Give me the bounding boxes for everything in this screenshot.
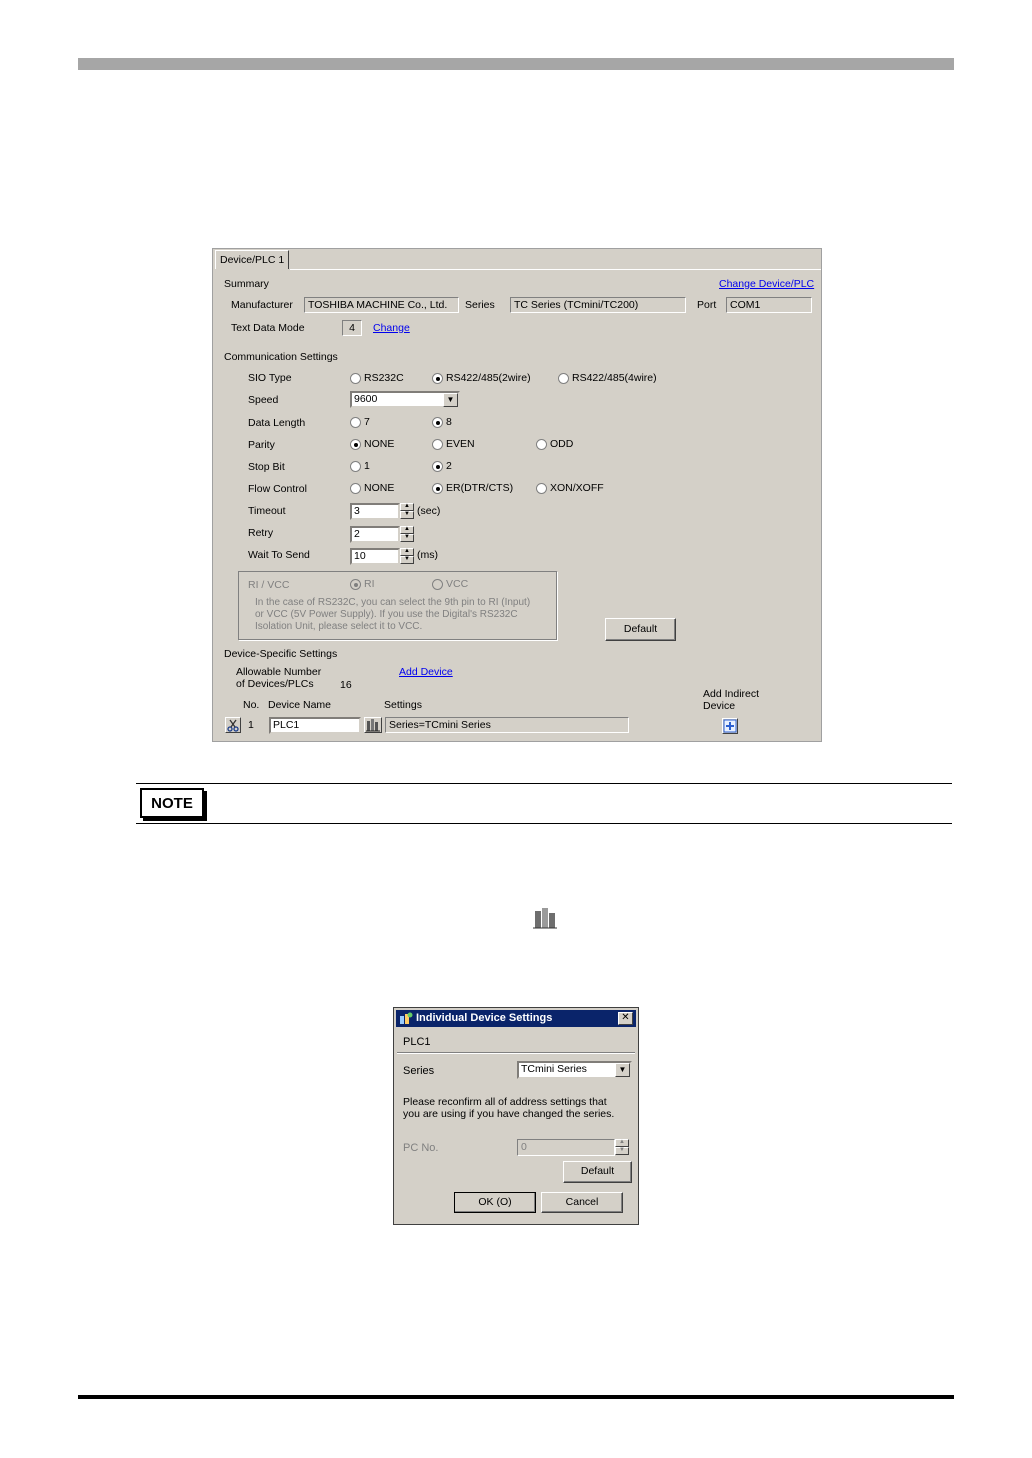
flow-none-radio[interactable]	[350, 483, 361, 494]
note-rule-top	[136, 783, 952, 784]
data-length-label: Data Length	[248, 417, 306, 429]
parity-even-label: EVEN	[446, 438, 475, 450]
change-device-link[interactable]: Change Device/PLC	[719, 278, 815, 290]
flow-none-label: NONE	[364, 482, 395, 494]
close-icon[interactable]: ✕	[618, 1012, 633, 1025]
flow-control-label: Flow Control	[248, 483, 307, 495]
parity-none-radio[interactable]	[350, 439, 361, 450]
data-length-7-label: 7	[364, 416, 370, 428]
manufacturer-field: TOSHIBA MACHINE Co., Ltd.	[304, 297, 459, 313]
dialog-device-name: PLC1	[403, 1036, 431, 1048]
sio-rs422-4wire-radio[interactable]	[558, 373, 569, 384]
sio-rs422-2wire-label: RS422/485(2wire)	[446, 372, 531, 384]
wait-to-send-stepper[interactable]: ▲ ▼	[400, 548, 414, 564]
wait-to-send-label: Wait To Send	[248, 549, 310, 561]
dialog-pcno-label: PC No.	[403, 1142, 439, 1154]
add-indirect-device-icon[interactable]	[722, 718, 738, 734]
chevron-down-icon[interactable]: ▼	[443, 393, 458, 407]
rivcc-help-line3: Isolation Unit, please select it to VCC.	[255, 621, 423, 632]
flow-er-radio[interactable]	[432, 483, 443, 494]
stop-bit-2-radio[interactable]	[432, 461, 443, 472]
data-length-7-radio[interactable]	[350, 417, 361, 428]
allowable-value: 16	[340, 679, 352, 691]
dialog-series-label: Series	[403, 1065, 435, 1077]
add-device-link[interactable]: Add Device	[399, 666, 453, 678]
flow-xon-radio[interactable]	[536, 483, 547, 494]
device-plc-panel	[212, 248, 822, 742]
timeout-input[interactable]: 3	[350, 503, 400, 520]
flow-xon-label: XON/XOFF	[550, 482, 604, 494]
change-link[interactable]: Change	[373, 322, 410, 334]
retry-stepper[interactable]: ▲ ▼	[400, 526, 414, 542]
allowable-label-line1: Allowable Number	[236, 666, 322, 678]
dialog-divider	[397, 1052, 635, 1054]
comm-settings-label: Communication Settings	[224, 351, 338, 363]
dialog-chevron-down-icon[interactable]: ▼	[615, 1063, 630, 1077]
parity-label: Parity	[248, 439, 275, 451]
stop-bit-1-radio[interactable]	[350, 461, 361, 472]
tab-device-plc1[interactable]: Device/PLC 1	[215, 250, 289, 269]
stop-bit-1-label: 1	[364, 460, 370, 472]
dialog-message-line2: you are using if you have changed the series.	[403, 1108, 615, 1120]
rivcc-ri-radio[interactable]	[350, 579, 361, 590]
flow-er-label: ER(DTR/CTS)	[446, 482, 514, 494]
parity-none-label: NONE	[364, 438, 395, 450]
sio-rs422-4wire-label: RS422/485(4wire)	[572, 372, 657, 384]
timeout-unit: (sec)	[417, 505, 441, 517]
col-no-header: No.	[243, 699, 260, 711]
rivcc-help-line1: In the case of RS232C, you can select the 9th pin to RI (Input)	[255, 597, 531, 608]
speed-label: Speed	[248, 394, 279, 406]
retry-input[interactable]: 2	[350, 526, 400, 543]
rivcc-vcc-radio[interactable]	[432, 579, 443, 590]
dialog-app-icon	[399, 1012, 413, 1024]
sio-type-label: SIO Type	[248, 372, 292, 384]
rivcc-vcc-label: VCC	[446, 578, 469, 590]
parity-odd-radio[interactable]	[536, 439, 547, 450]
timeout-stepper[interactable]: ▲ ▼	[400, 503, 414, 519]
manufacturer-label: Manufacturer	[231, 299, 293, 311]
text-data-mode-field: 4	[342, 320, 362, 336]
wait-to-send-input[interactable]: 10	[350, 548, 400, 565]
stop-bit-label: Stop Bit	[248, 461, 285, 473]
note-rule-bottom	[136, 823, 952, 824]
dialog-cancel-button[interactable]: Cancel	[541, 1192, 623, 1213]
col-settings-header: Settings	[384, 699, 422, 711]
default-button[interactable]: Default	[605, 618, 676, 641]
series-label: Series	[465, 299, 495, 311]
summary-label: Summary	[224, 278, 269, 290]
rivcc-ri-label: RI	[364, 578, 375, 590]
rivcc-label: RI / VCC	[248, 579, 290, 591]
sio-rs232c-label: RS232C	[364, 372, 404, 384]
stop-bit-2-label: 2	[446, 460, 452, 472]
parity-odd-label: ODD	[550, 438, 574, 450]
add-indirect-label-line1: Add Indirect	[703, 688, 760, 700]
dialog-title-bar	[396, 1010, 636, 1027]
port-label: Port	[697, 299, 717, 311]
port-field: COM1	[726, 297, 812, 313]
dialog-message-line1: Please reconfirm all of address settings that	[403, 1096, 607, 1108]
device-name-input[interactable]: PLC1	[269, 717, 361, 734]
dialog-title: Individual Device Settings	[416, 1012, 553, 1024]
col-device-name-header: Device Name	[268, 699, 332, 711]
data-length-8-label: 8	[446, 416, 452, 428]
dialog-pcno-input[interactable]: 0	[517, 1139, 615, 1156]
device-row-no: 1	[248, 719, 254, 731]
note-badge: NOTE	[140, 788, 204, 818]
device-specific-label: Device-Specific Settings	[224, 648, 338, 660]
dialog-pcno-stepper[interactable]: ▲ ▼	[615, 1139, 629, 1156]
speed-select[interactable]: 9600	[350, 391, 460, 408]
sio-rs422-2wire-radio[interactable]	[432, 373, 443, 384]
device-settings-inline-icon	[532, 906, 558, 930]
individual-device-settings-dialog	[393, 1007, 639, 1225]
timeout-label: Timeout	[248, 505, 286, 517]
sio-rs232c-radio[interactable]	[350, 373, 361, 384]
retry-label: Retry	[248, 527, 274, 539]
page-header-bar	[78, 58, 954, 70]
rivcc-help-line2: or VCC (5V Power Supply). If you use the Digital's RS232C	[255, 609, 518, 620]
dialog-series-select[interactable]: TCmini Series	[517, 1061, 632, 1079]
text-data-mode-label: Text Data Mode	[231, 322, 305, 334]
data-length-8-radio[interactable]	[432, 417, 443, 428]
device-settings-icon[interactable]	[364, 717, 382, 733]
wait-to-send-unit: (ms)	[417, 549, 438, 561]
add-indirect-label-line2: Device	[703, 700, 736, 712]
page-footer-bar	[78, 1395, 954, 1399]
allowable-label-line2: of Devices/PLCs	[236, 678, 314, 690]
tab-strip	[290, 249, 821, 270]
dialog-ok-button[interactable]: OK (O)	[454, 1192, 536, 1213]
dialog-default-button[interactable]: Default	[563, 1161, 632, 1183]
parity-even-radio[interactable]	[432, 439, 443, 450]
scissors-icon[interactable]	[225, 717, 241, 733]
device-settings-field: Series=TCmini Series	[385, 717, 629, 733]
series-field: TC Series (TCmini/TC200)	[510, 297, 686, 313]
